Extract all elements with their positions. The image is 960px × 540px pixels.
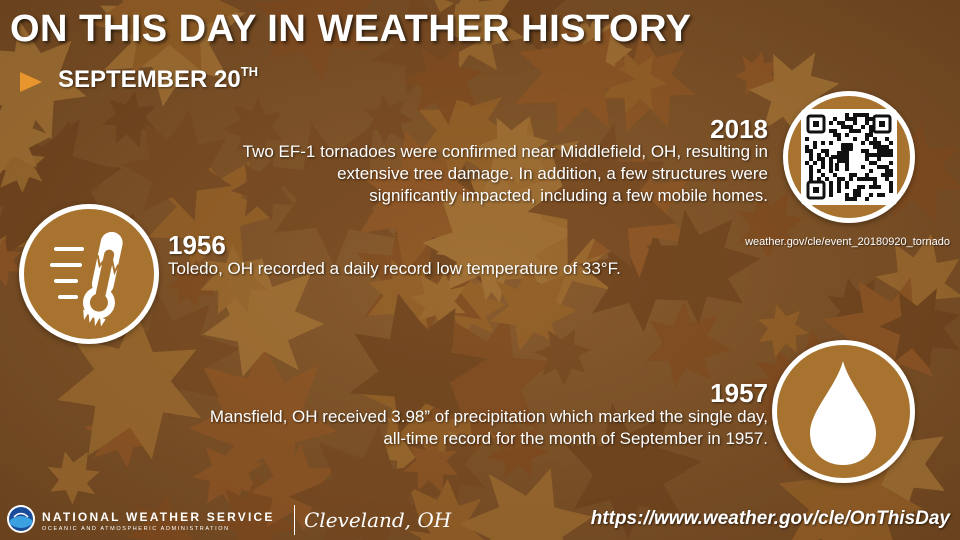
event-line: Mansfield, OH received 3.98” of precipitation which marked the single day, — [209, 407, 768, 426]
qr-module — [885, 149, 889, 153]
qr-module — [837, 133, 841, 137]
qr-module — [833, 117, 837, 121]
qr-module — [889, 189, 893, 193]
qr-module — [869, 185, 873, 189]
qr-module — [881, 165, 885, 169]
event-description-1957 — [68, 406, 768, 450]
nws-org-subtitle: OCEANIC AND ATMOSPHERIC ADMINISTRATION — [42, 526, 230, 532]
qr-module — [853, 193, 857, 197]
qr-module — [809, 173, 813, 177]
qr-module — [849, 197, 853, 201]
qr-module — [881, 145, 885, 149]
qr-module — [841, 125, 845, 129]
date-heading — [58, 66, 258, 94]
event-line: Two EF-1 tornadoes were confirmed near Middlefield, OH, resulting in — [242, 142, 768, 161]
qr-module — [821, 161, 825, 165]
qr-module — [869, 129, 873, 133]
qr-module — [809, 169, 813, 173]
qr-module — [885, 177, 889, 181]
raindrop-icon — [798, 357, 888, 467]
qr-module — [817, 169, 821, 173]
event-year-1957: 1957 — [710, 378, 768, 408]
qr-module — [829, 141, 833, 145]
qr-module — [817, 153, 821, 157]
qr-module — [809, 177, 813, 181]
qr-module — [845, 185, 849, 189]
qr-module — [849, 125, 853, 129]
qr-code-icon[interactable] — [801, 109, 897, 205]
qr-module — [873, 177, 877, 181]
qr-module — [885, 145, 889, 149]
qr-module — [853, 189, 857, 193]
qr-module — [853, 173, 857, 177]
qr-module — [857, 185, 861, 189]
event-line: extensive tree damage. In addition, a few structures were — [337, 164, 768, 183]
qr-module — [829, 161, 833, 165]
qr-module — [873, 185, 877, 189]
event-year-2018: 2018 — [710, 114, 768, 144]
qr-module — [861, 125, 865, 129]
qr-module — [829, 189, 833, 193]
qr-module — [853, 113, 857, 117]
qr-module — [837, 181, 841, 185]
footer-divider — [294, 505, 295, 535]
qr-module — [869, 153, 873, 157]
event-description-2018 — [88, 141, 768, 207]
qr-module — [877, 145, 881, 149]
qr-module — [849, 177, 853, 181]
qr-module — [853, 197, 857, 201]
qr-module — [861, 165, 865, 169]
qr-module — [809, 157, 813, 161]
date-text: SEPTEMBER 20 — [58, 66, 241, 93]
qr-module — [849, 117, 853, 121]
qr-module — [809, 165, 813, 169]
office-name: Cleveland, OH — [304, 508, 452, 532]
qr-module — [837, 177, 841, 181]
qr-module — [829, 129, 833, 133]
qr-module — [845, 117, 849, 121]
qr-module — [853, 129, 857, 133]
thermometer-cold-icon — [34, 219, 144, 329]
qr-module — [845, 181, 849, 185]
qr-module — [889, 153, 893, 157]
qr-module — [837, 189, 841, 193]
qr-module — [865, 137, 869, 141]
qr-module — [805, 145, 809, 149]
qr-module — [889, 149, 893, 153]
qr-module — [849, 173, 853, 177]
qr-module — [829, 185, 833, 189]
qr-module — [885, 137, 889, 141]
event-line: significantly impacted, including a few mobile homes. — [369, 186, 768, 205]
qr-module — [877, 157, 881, 161]
qr-module — [869, 169, 873, 173]
qr-module — [877, 165, 881, 169]
qr-module — [885, 169, 889, 173]
qr-module — [845, 125, 849, 129]
qr-module — [825, 177, 829, 181]
qr-module — [865, 113, 869, 117]
qr-module — [865, 153, 869, 157]
qr-module — [817, 177, 821, 181]
qr-module — [833, 173, 837, 177]
qr-module — [873, 161, 877, 165]
qr-module — [873, 153, 877, 157]
noaa-logo-icon — [6, 504, 36, 534]
qr-module — [865, 157, 869, 161]
qr-module — [821, 157, 825, 161]
qr-module — [889, 169, 893, 173]
qr-module — [877, 153, 881, 157]
qr-module — [865, 173, 869, 177]
qr-module — [869, 141, 873, 145]
qr-module — [861, 177, 865, 181]
qr-module — [833, 129, 837, 133]
qr-code-circle[interactable] — [783, 91, 915, 223]
qr-module — [873, 145, 877, 149]
qr-module — [889, 173, 893, 177]
qr-module — [837, 121, 841, 125]
qr-module — [877, 193, 881, 197]
qr-module — [869, 125, 873, 129]
qr-module — [841, 177, 845, 181]
qr-module — [857, 113, 861, 117]
qr-module — [877, 185, 881, 189]
event-year-1956: 1956 — [168, 230, 226, 260]
nws-org-name: NATIONAL WEATHER SERVICE — [42, 510, 275, 524]
qr-module — [865, 177, 869, 181]
qr-module — [829, 169, 833, 173]
qr-module — [829, 121, 833, 125]
page-title: ON THIS DAY IN WEATHER HISTORY — [10, 8, 692, 50]
qr-module — [869, 117, 873, 121]
qr-module — [865, 133, 869, 137]
qr-module — [857, 177, 861, 181]
qr-module — [873, 181, 877, 185]
qr-module — [889, 161, 893, 165]
noaa-logo — [6, 504, 36, 534]
qr-module — [877, 149, 881, 153]
qr-module — [853, 117, 857, 121]
event-line: all-time record for the month of September in 1957. — [383, 429, 768, 448]
qr-module — [821, 165, 825, 169]
qr-module — [845, 193, 849, 197]
qr-module — [845, 197, 849, 201]
qr-module — [805, 149, 809, 153]
qr-module — [873, 141, 877, 145]
qr-module — [809, 149, 813, 153]
qr-module — [845, 133, 849, 137]
qr-module — [889, 185, 893, 189]
qr-module — [821, 141, 825, 145]
qr-module — [865, 149, 869, 153]
qr-module — [861, 149, 865, 153]
qr-module — [881, 173, 885, 177]
qr-module — [881, 153, 885, 157]
qr-module — [881, 149, 885, 153]
qr-module — [857, 189, 861, 193]
qr-module — [889, 181, 893, 185]
qr-module — [837, 185, 841, 189]
qr-module — [873, 137, 877, 141]
qr-module — [821, 149, 825, 153]
qr-module — [813, 141, 817, 145]
qr-module — [849, 129, 853, 133]
qr-module — [813, 145, 817, 149]
qr-module — [885, 153, 889, 157]
qr-module — [869, 133, 873, 137]
qr-module — [865, 117, 869, 121]
qr-module — [881, 193, 885, 197]
qr-module — [889, 141, 893, 145]
qr-module — [821, 173, 825, 177]
qr-module — [865, 197, 869, 201]
qr-module — [805, 137, 809, 141]
qr-module — [809, 153, 813, 157]
thermometer-circle — [19, 204, 159, 344]
qr-module — [861, 113, 865, 117]
qr-module — [817, 157, 821, 161]
qr-module — [841, 121, 845, 125]
qr-module — [885, 165, 889, 169]
qr-module — [853, 121, 857, 125]
event-line: Toledo, OH recorded a daily record low temperature of 33°F. — [168, 259, 621, 278]
qr-module — [805, 161, 809, 165]
qr-module — [861, 141, 865, 145]
footer-url[interactable]: https://www.weather.gov/cle/OnThisDay — [590, 508, 950, 529]
qr-module — [829, 165, 833, 169]
qr-module — [869, 177, 873, 181]
qr-module — [857, 193, 861, 197]
date-suffix: TH — [240, 64, 259, 79]
qr-module — [877, 141, 881, 145]
qr-module — [853, 137, 857, 141]
qr-module — [833, 133, 837, 137]
event-link[interactable]: weather.gov/cle/event_20180920_tornado — [745, 236, 950, 248]
qr-module — [829, 181, 833, 185]
qr-module — [869, 193, 873, 197]
raindrop-circle — [772, 340, 915, 483]
qr-module — [845, 113, 849, 117]
qr-module — [825, 149, 829, 153]
qr-module — [865, 121, 869, 125]
qr-module — [861, 185, 865, 189]
qr-module — [857, 129, 861, 133]
qr-module — [813, 161, 817, 165]
qr-module — [885, 173, 889, 177]
qr-module — [869, 161, 873, 165]
qr-module — [837, 137, 841, 141]
arrow-bullet-icon — [20, 72, 42, 92]
qr-module — [825, 153, 829, 157]
qr-module — [829, 193, 833, 197]
event-description-1956 — [168, 258, 768, 280]
